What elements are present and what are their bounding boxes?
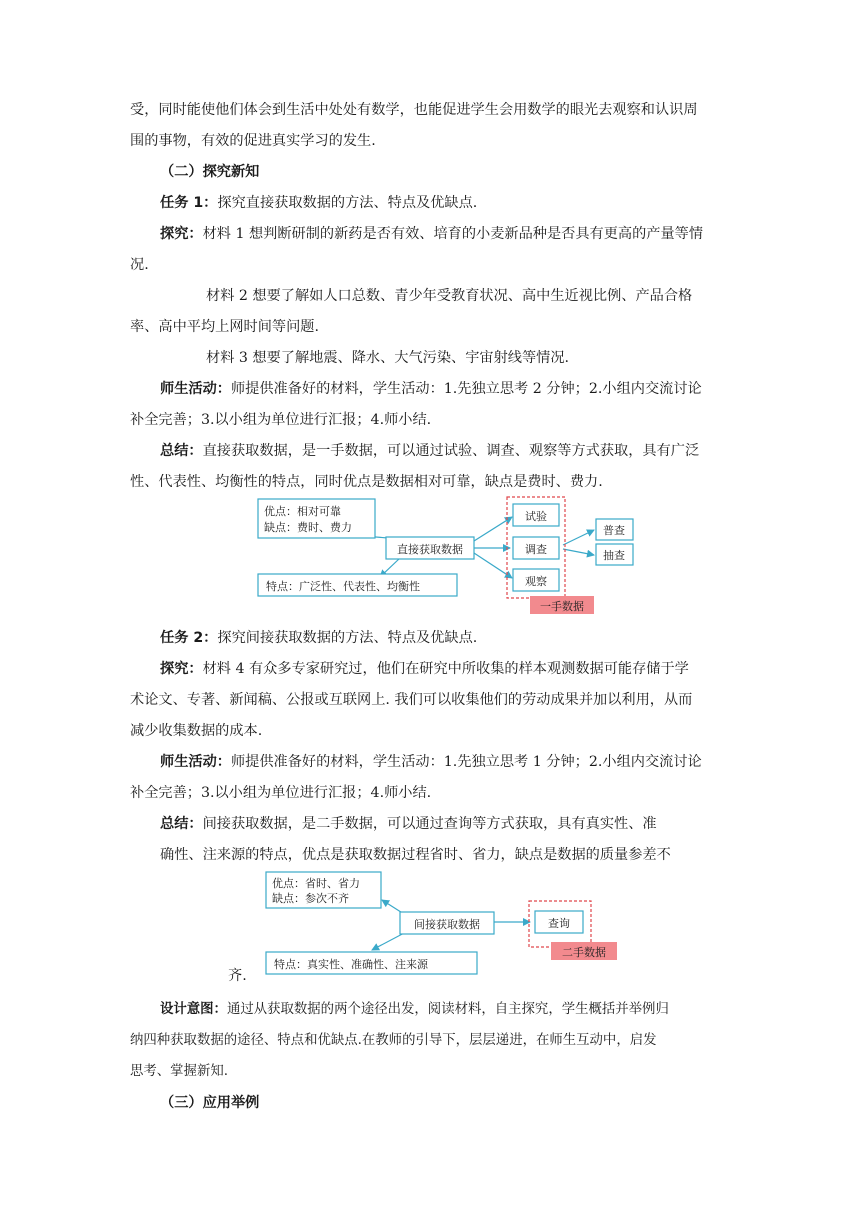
- svg-text:间接获取数据: 间接获取数据: [414, 918, 480, 931]
- sample-box: [596, 544, 633, 565]
- svg-text:调查: 调查: [525, 543, 547, 556]
- activity2-line-2: 补全完善；3.以小组为单位进行汇报；4.师小结.: [130, 785, 432, 801]
- section-title-explore: （二）探究新知: [160, 164, 260, 180]
- pros-cons-box: [258, 499, 375, 538]
- design-line-3: 思考、掌握新知.: [130, 1064, 228, 1079]
- activity2-line-1: 师生活动：师提供准备好的材料，学生活动：1.先独立思考 1 分钟；2.小组内交流讨论: [160, 754, 702, 770]
- explore2-label: 探究：: [160, 661, 203, 677]
- activity1-line-1: 师生活动：师提供准备好的材料，学生活动：1.先独立思考 2 分钟；2.小组内交流讨论: [160, 381, 702, 397]
- summary2-line-3: 齐.: [228, 968, 247, 984]
- material3-line: 材料 3 想要了解地震、降水、大气污染、宇宙射线等情况.: [206, 350, 570, 366]
- svg-text:试验: 试验: [525, 510, 547, 523]
- center-text: 直接获取数据: [397, 543, 463, 556]
- task1-text: 探究直接获取数据的方法、特点及优缺点.: [217, 195, 478, 211]
- summary2-line-2: 确性、注来源的特点，优点是获取数据过程省时、省力，缺点是数据的质量参差不: [160, 847, 671, 863]
- query-box: [535, 911, 583, 933]
- summary2-line-1: 总结：间接获取数据，是二手数据，可以通过查询等方式获取，具有真实性、准: [160, 816, 657, 832]
- summary2-label: 总结：: [160, 816, 203, 832]
- explore1-line-1: 探究：材料 1 想判断研制的新药是否有效、培育的小麦新品种是否具有更高的产量等情: [160, 226, 704, 242]
- section-title-application: （三）应用举例: [160, 1095, 260, 1111]
- activity1-label: 师生活动：: [160, 381, 231, 397]
- method-box-trial: [513, 504, 559, 526]
- method-box-observe: [513, 569, 559, 591]
- explore1-line-2: 况.: [130, 257, 149, 273]
- svg-text:查询: 查询: [548, 917, 570, 930]
- explore2-line-1: 探究：材料 4 有众多专家研究过，他们在研究中所收集的样本观测数据可能存储于学: [160, 661, 689, 677]
- intro-line-2: 围的事物，有效的促进真实学习的发生.: [130, 133, 376, 149]
- explore1-label: 探究：: [160, 226, 203, 242]
- cons-text: 缺点：费时、费力: [264, 521, 352, 534]
- material2-line-2: 率、高中平均上网时间等问题.: [130, 319, 319, 335]
- features-text: 特点：广泛性、代表性、均衡性: [266, 580, 420, 593]
- features-box: [258, 574, 457, 596]
- explore2-line-2: 术论文、专著、新闻稿、公报或互联网上. 我们可以收集他们的劳动成果并加以利用，从而: [130, 692, 693, 708]
- svg-text:观察: 观察: [525, 575, 547, 588]
- summary1-line-1: 总结：直接获取数据，是一手数据，可以通过试验、调查、观察等方式获取，具有广泛: [160, 443, 700, 459]
- task2-label: 任务 2：: [160, 630, 218, 646]
- svg-text:一手数据: 一手数据: [540, 600, 584, 613]
- task2-text: 探究间接获取数据的方法、特点及优缺点.: [217, 630, 478, 646]
- task1-label: 任务 1：: [160, 195, 218, 211]
- features-box-indirect: [266, 952, 477, 974]
- explore2-line-3: 减少收集数据的成本.: [130, 723, 263, 739]
- summary1-line-2: 性、代表性、均衡性的特点，同时优点是数据相对可靠，缺点是费时、费力.: [130, 474, 603, 490]
- pros-cons-box-indirect: [266, 872, 381, 908]
- secondhand-data-tag: [551, 942, 617, 960]
- activity2-label: 师生活动：: [160, 754, 231, 770]
- pros-text: 优点：相对可靠: [264, 505, 341, 518]
- center-box-indirect: [400, 912, 494, 934]
- center-box-direct: [386, 537, 474, 559]
- intro-line-1: 受，同时能使他们体会到生活中处处有数学，也能促进学生会用数学的眼光去观察和认识周: [130, 102, 698, 118]
- material2-line-1: 材料 2 想要了解如人口总数、青少年受教育状况、高中生近视比例、产品合格: [206, 288, 693, 304]
- firsthand-data-tag: [530, 596, 594, 614]
- design-line-1: 设计意图：通过从获取数据的两个途径出发，阅读材料，自主探究，学生概括并举例归: [160, 1002, 669, 1017]
- design-line-2: 纳四种获取数据的途径、特点和优缺点.在教师的引导下，层层递进，在师生互动中，启发: [130, 1033, 657, 1048]
- activity1-line-2: 补全完善；3.以小组为单位进行汇报；4.师小结.: [130, 412, 432, 428]
- task2-paragraph: [160, 628, 477, 648]
- svg-text:二手数据: 二手数据: [562, 946, 606, 959]
- census-box: [596, 519, 633, 540]
- svg-text:普查: 普查: [603, 524, 625, 537]
- svg-text:优点：省时、省力: 优点：省时、省力: [272, 877, 360, 890]
- svg-text:特点：真实性、准确性、注来源: 特点：真实性、准确性、注来源: [274, 958, 428, 971]
- method-box-survey: [513, 537, 559, 559]
- design-label: 设计意图：: [160, 1002, 227, 1017]
- svg-text:缺点：参次不齐: 缺点：参次不齐: [272, 892, 349, 905]
- svg-text:抽查: 抽查: [603, 549, 625, 562]
- summary1-label: 总结：: [160, 443, 203, 459]
